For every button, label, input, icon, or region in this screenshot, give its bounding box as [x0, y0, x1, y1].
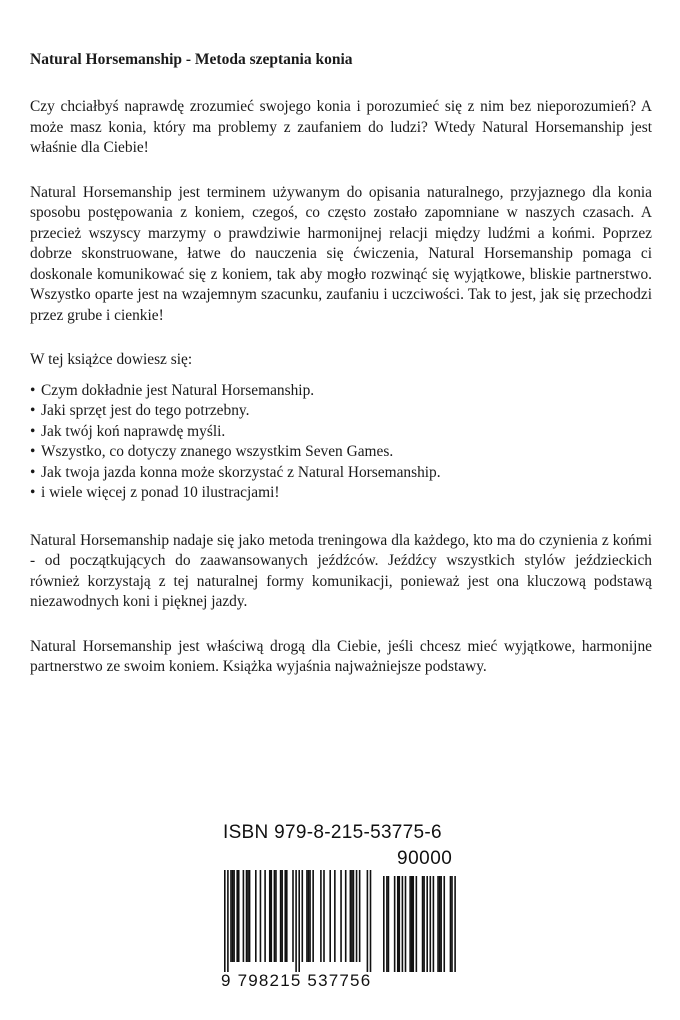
ean-bar: [269, 870, 271, 962]
isbn-barcode: [221, 822, 463, 1002]
addon-bar: [411, 876, 413, 972]
closing-paragraph: Natural Horsemanship jest właściwą drogą dla Ciebie, jeśli chcesz mieć wyjątkowe, harmonijne partnerstwo ze swoim koniem. Książka wyjaśnia najważniejsze podstawy.: [30, 637, 652, 675]
ean-bar: [246, 870, 248, 962]
ean-bar: [224, 870, 226, 972]
ean-bar: [264, 870, 266, 962]
ean-bar: [230, 870, 232, 962]
addon-bar: [416, 876, 418, 972]
ean-bar: [350, 870, 352, 962]
addon-bar: [443, 876, 445, 972]
addon-bar: [386, 876, 388, 972]
ean-bar: [309, 870, 311, 962]
ean-bar: [340, 870, 342, 962]
ean-digits: 9 798215 537756: [221, 971, 372, 990]
ean-bar: [233, 870, 235, 962]
ean-bar: [370, 870, 372, 972]
addon-bar: [450, 876, 452, 972]
addon-bar: [433, 876, 435, 972]
ean-bar: [367, 870, 369, 972]
list-item: [30, 483, 652, 504]
list-item-text: Jak twoja jazda konna może skorzystać z Natural Horsemanship.: [41, 463, 441, 481]
ean-bar: [356, 870, 358, 962]
list-item: [30, 401, 652, 422]
isbn-label: ISBN 979-8-215-53775-6: [223, 822, 442, 843]
ean-bar: [286, 870, 288, 962]
ean-bar: [302, 870, 304, 962]
list-item-text: Wszystko, co dotyczy znanego wszystkim Seven Games.: [41, 443, 394, 460]
addon-bar: [454, 876, 456, 972]
addon-bar: [439, 876, 441, 972]
ean-bar: [312, 870, 314, 962]
list-item-text: Jaki sprzęt jest do tego potrzebny.: [41, 402, 250, 419]
list-item: [30, 442, 652, 463]
addon-bar: [399, 876, 401, 972]
addon-bar: [412, 876, 414, 972]
addon-bar: [422, 876, 424, 972]
ean-bar: [281, 870, 283, 962]
addon-bar: [426, 876, 428, 972]
list-item-text: Czym dokładnie jest Natural Horsemanship.: [41, 381, 315, 399]
list-item: [30, 422, 652, 443]
ean-bar: [238, 870, 240, 962]
addon-bar: [409, 876, 411, 972]
bullet-icon: •: [30, 484, 36, 501]
back-cover-text: [30, 50, 652, 702]
ean-bar: [236, 870, 238, 962]
ean-bar: [274, 870, 276, 962]
ean-bar: [351, 870, 353, 962]
addon-bar: [437, 876, 439, 972]
ean-bar: [275, 870, 277, 962]
addon-bar: [383, 876, 385, 972]
bullet-icon: •: [30, 443, 36, 460]
ean-bar: [295, 870, 297, 972]
ean-bar: [227, 870, 229, 972]
ean-bar: [243, 870, 245, 962]
ean-bar: [298, 870, 300, 972]
ean-bar: [271, 870, 273, 962]
addon-bar: [394, 876, 396, 972]
ean-bar: [292, 870, 294, 962]
addon-bar: [402, 876, 404, 972]
bullet-icon: •: [30, 422, 36, 440]
addon-bar: [388, 876, 390, 972]
bullet-icon: •: [30, 402, 36, 419]
addon-bar: [430, 876, 432, 972]
ean-bar: [320, 870, 322, 962]
feature-list: [30, 381, 652, 504]
ean-bar: [308, 870, 310, 962]
list-intro: W tej książce dowiesz się:: [30, 351, 193, 368]
ean-bar: [353, 870, 355, 962]
ean-bar: [232, 870, 234, 962]
ean-bar: [249, 870, 251, 962]
bullet-icon: •: [30, 381, 36, 399]
intro-paragraph: Czy chciałbyś naprawdę zrozumieć swojego konia i porozumieć się z nim bez nieporozumień? A może masz konia, który ma problemy z zaufaniem do ludzi? Wtedy Natural Horsemanship jest właśnie dla Ciebie!: [30, 98, 652, 156]
ean-bar: [260, 870, 262, 962]
addon-bar: [405, 876, 407, 972]
ean-bar: [247, 870, 249, 962]
addon-bar: [440, 876, 442, 972]
ean-bar: [284, 870, 286, 962]
audience-paragraph: Natural Horsemanship nadaje się jako metoda treningowa dla każdego, kto ma do czynienia z końmi - od początkujących do zaawansowanych jeźdźców. Jeźdźcy wszystkich stylów jeździeckich również korzystają z tej naturalnej formy komunikacji, ponieważ jest ona kluczową podstawą niezawodnych koni i pięknej jazdy.: [30, 531, 652, 610]
list-item-text: Jak twój koń naprawdę myśli.: [41, 422, 226, 440]
price-code: 90000: [397, 848, 453, 869]
ean-bar: [334, 870, 336, 962]
list-item: [30, 381, 652, 402]
bullet-icon: •: [30, 463, 36, 481]
addon-bar: [451, 876, 453, 972]
ean-bar: [323, 870, 325, 962]
ean-bar: [345, 870, 347, 962]
ean-bar: [306, 870, 308, 962]
addon-bar: [397, 876, 399, 972]
ean-bar: [280, 870, 282, 962]
ean-bar: [255, 870, 257, 962]
barcode-bars-icon: [221, 870, 463, 972]
ean-bar: [329, 870, 331, 962]
book-title: Natural Horsemanship - Metoda szeptania konia: [30, 51, 353, 68]
description-paragraph: Natural Horsemanship jest terminem używanym do opisania naturalnego, przyjaznego dla konia sposobu postępowania z koniem, czegoś, co często zostało zapomniane w naszych czasach. A przecież wszyscy marzymy o prawdziwie harmonijnej relacji między ludźmi a końmi. Poprzez dobrze skonstruowane, łatwe do nauczenia się ćwiczenia, Natural Horsemanship pomaga ci doskonale komunikować się z koniem, tak aby mogło rozwinąć się wyjątkowe, bliskie partnerstwo. Wszystko oparte jest na wzajemnym szacunku, zaufaniu i uczciwości. Tak to jest, jak się przechodzi przez grube i cienkie!: [30, 183, 652, 324]
list-item: [30, 463, 652, 484]
ean-bar: [359, 870, 361, 962]
addon-bar: [423, 876, 425, 972]
list-item-text: i wiele więcej z ponad 10 ilustracjami!: [41, 484, 280, 501]
